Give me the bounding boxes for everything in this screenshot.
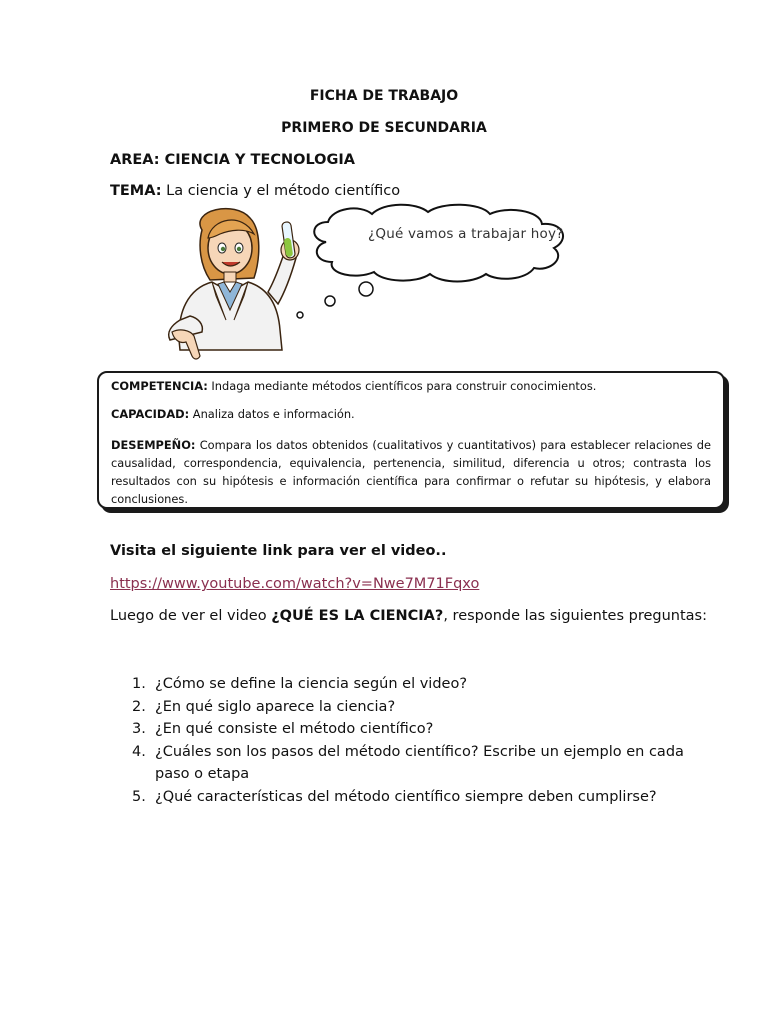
youtube-video-link[interactable]: https://www.youtube.com/watch?v=Nwe7M71Fqxo [110, 576, 480, 592]
desempeno-label: DESEMPEÑO: [111, 437, 196, 452]
question-text: ¿Qué características del método científico siempre deben cumplirse? [155, 788, 657, 805]
question-item [110, 741, 710, 786]
questions-list [110, 673, 710, 808]
question-item [110, 673, 710, 696]
competencia-row [111, 377, 711, 395]
question-text: ¿Cómo se define la ciencia según el video? [155, 676, 468, 692]
questions-instruction [110, 608, 707, 624]
question-item [110, 696, 710, 719]
area-line: AREA: CIENCIA Y TECNOLOGIA [110, 152, 356, 168]
instruction-suffix: , responde las siguientes preguntas: [443, 608, 707, 624]
question-text: ¿En qué siglo aparece la ciencia? [155, 698, 396, 715]
tema-label: TEMA: [110, 183, 162, 199]
question-item [110, 718, 710, 741]
tema-value: La ciencia y el método científico [161, 183, 401, 199]
thought-bubble [297, 205, 563, 318]
desempeno-row [111, 436, 711, 509]
capacidad-value: Analiza datos e información. [189, 407, 355, 422]
question-number: 5. [132, 788, 146, 805]
capacidad-label: CAPACIDAD: [111, 407, 190, 422]
worksheet-subtitle: PRIMERO DE SECUNDARIA [281, 120, 487, 136]
question-text: ¿Cuáles son los pasos del método científico? Escribe un ejemplo en cada paso o etapa [155, 743, 684, 782]
question-number: 1. [132, 676, 146, 692]
worksheet-title: FICHA DE TRABAJO [309, 88, 459, 104]
capacidad-row [111, 405, 711, 423]
tema-line [110, 183, 400, 199]
video-title: ¿QUÉ ES LA CIENCIA? [271, 608, 444, 624]
question-item [110, 786, 710, 809]
question-number: 3. [132, 721, 146, 737]
question-number: 4. [132, 743, 146, 760]
question-text: ¿En qué consiste el método científico? [155, 721, 434, 737]
desempeno-value: Compara los datos obtenidos (cualitativos y cuantitativos) para establecer relaciones de causalidad, correspondencia, equivalencia, pertenencia, similitud, diferencia u otros; contrasta los resultados con su hipótesis e información científica para confirmar o refutar su hipótesis, y elabora conclusiones. [111, 437, 711, 507]
visit-link-instruction: Visita el siguiente link para ver el video.. [110, 543, 447, 559]
instruction-prefix: Luego de ver el video [110, 608, 272, 624]
question-number: 2. [132, 698, 146, 715]
thought-bubble-text: ¿Qué vamos a trabajar hoy? [368, 226, 564, 242]
competencia-value: Indaga mediante métodos científicos para construir conocimientos. [207, 379, 597, 393]
scientist-illustration [150, 200, 610, 365]
scientist-woman-icon [169, 209, 299, 359]
competency-box [97, 371, 725, 509]
competencia-label: COMPETENCIA: [111, 379, 208, 393]
